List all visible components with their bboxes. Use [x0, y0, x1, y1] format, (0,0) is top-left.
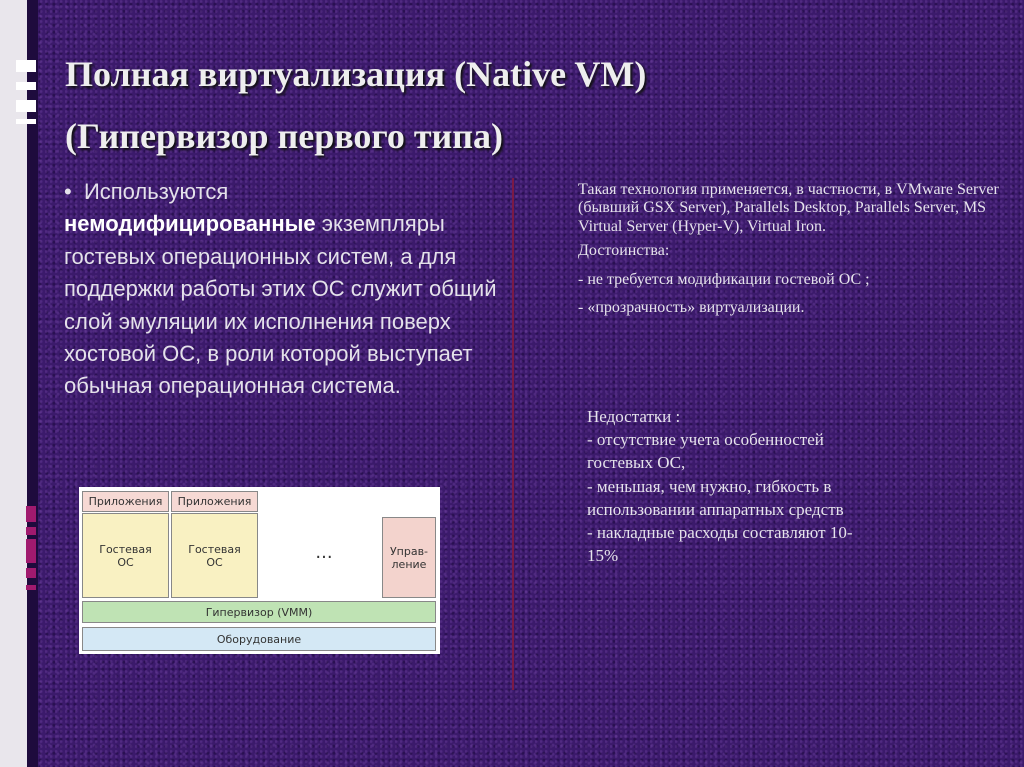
deco-square — [26, 527, 36, 535]
left-text-block — [64, 176, 504, 403]
advantages-title: Достоинства: — [578, 241, 670, 259]
deco-square — [26, 585, 36, 590]
right-text-block — [578, 181, 1018, 317]
deco-bar — [16, 60, 36, 72]
bold-term: немодифицированные — [64, 211, 316, 237]
disadvantage-item: - отсутствие учета особенностей — [587, 430, 824, 450]
guest-os-box-1: Гостевая ОС — [82, 513, 169, 598]
deco-bar — [16, 100, 36, 112]
deco-square — [26, 568, 36, 578]
deco-bar — [16, 119, 36, 124]
body-text: экземпляры гостевых операционных систем, а для поддержки работы этих ОС служит общий слой эмуляции их исполнения поверх хостовой ОС, в роли которой выступает обычная операционная система. — [64, 211, 497, 399]
left-edge-strip — [0, 0, 27, 767]
disadvantage-item: 15% — [587, 546, 619, 566]
bullet-marker: • — [64, 179, 72, 204]
hypervisor-box: Гипервизор (VMM) — [82, 601, 436, 623]
advantage-item: - «прозрачность» виртуализации. — [578, 298, 805, 316]
app-box-2: Приложения — [171, 491, 258, 512]
disadvantage-item: гостевых ОС, — [587, 453, 686, 473]
advantage-item: - не требуется модификации гостевой ОС ; — [578, 270, 870, 288]
slide-title — [65, 43, 865, 167]
disadvantage-item: - накладные расходы составляют 10- — [587, 523, 853, 543]
tech-paragraph: Такая технология применяется, в частности, в VMware Server (бывший GSX Server), Parallels Desktop, Parallels Server, MS Virtual Server (Hyper-V), Virtual Iron. — [578, 181, 999, 235]
hardware-box: Оборудование — [82, 627, 436, 651]
disadvantages-title: Недостатки : — [587, 407, 681, 426]
management-box: Управ-ление — [382, 517, 436, 598]
app-box-1: Приложения — [82, 491, 169, 512]
disadvantage-item: использовании аппаратных средств — [587, 499, 844, 519]
deco-square — [26, 539, 36, 563]
intro-text: Используются — [83, 179, 229, 204]
disadvantage-item: - меньшая, чем нужно, гибкость в — [587, 476, 832, 496]
deco-square — [26, 506, 36, 522]
deco-bar — [16, 82, 36, 90]
title-line-2: (Гипервизор первого типа) — [65, 116, 504, 156]
dark-edge-strip — [27, 0, 38, 767]
architecture-diagram — [79, 487, 440, 654]
title-line-1: Полная виртуализация (Native VM) — [65, 54, 647, 94]
column-divider — [512, 178, 514, 690]
disadvantages-block — [587, 405, 1007, 567]
ellipsis-label: ... — [315, 541, 333, 563]
guest-os-box-2: Гостевая ОС — [171, 513, 258, 598]
